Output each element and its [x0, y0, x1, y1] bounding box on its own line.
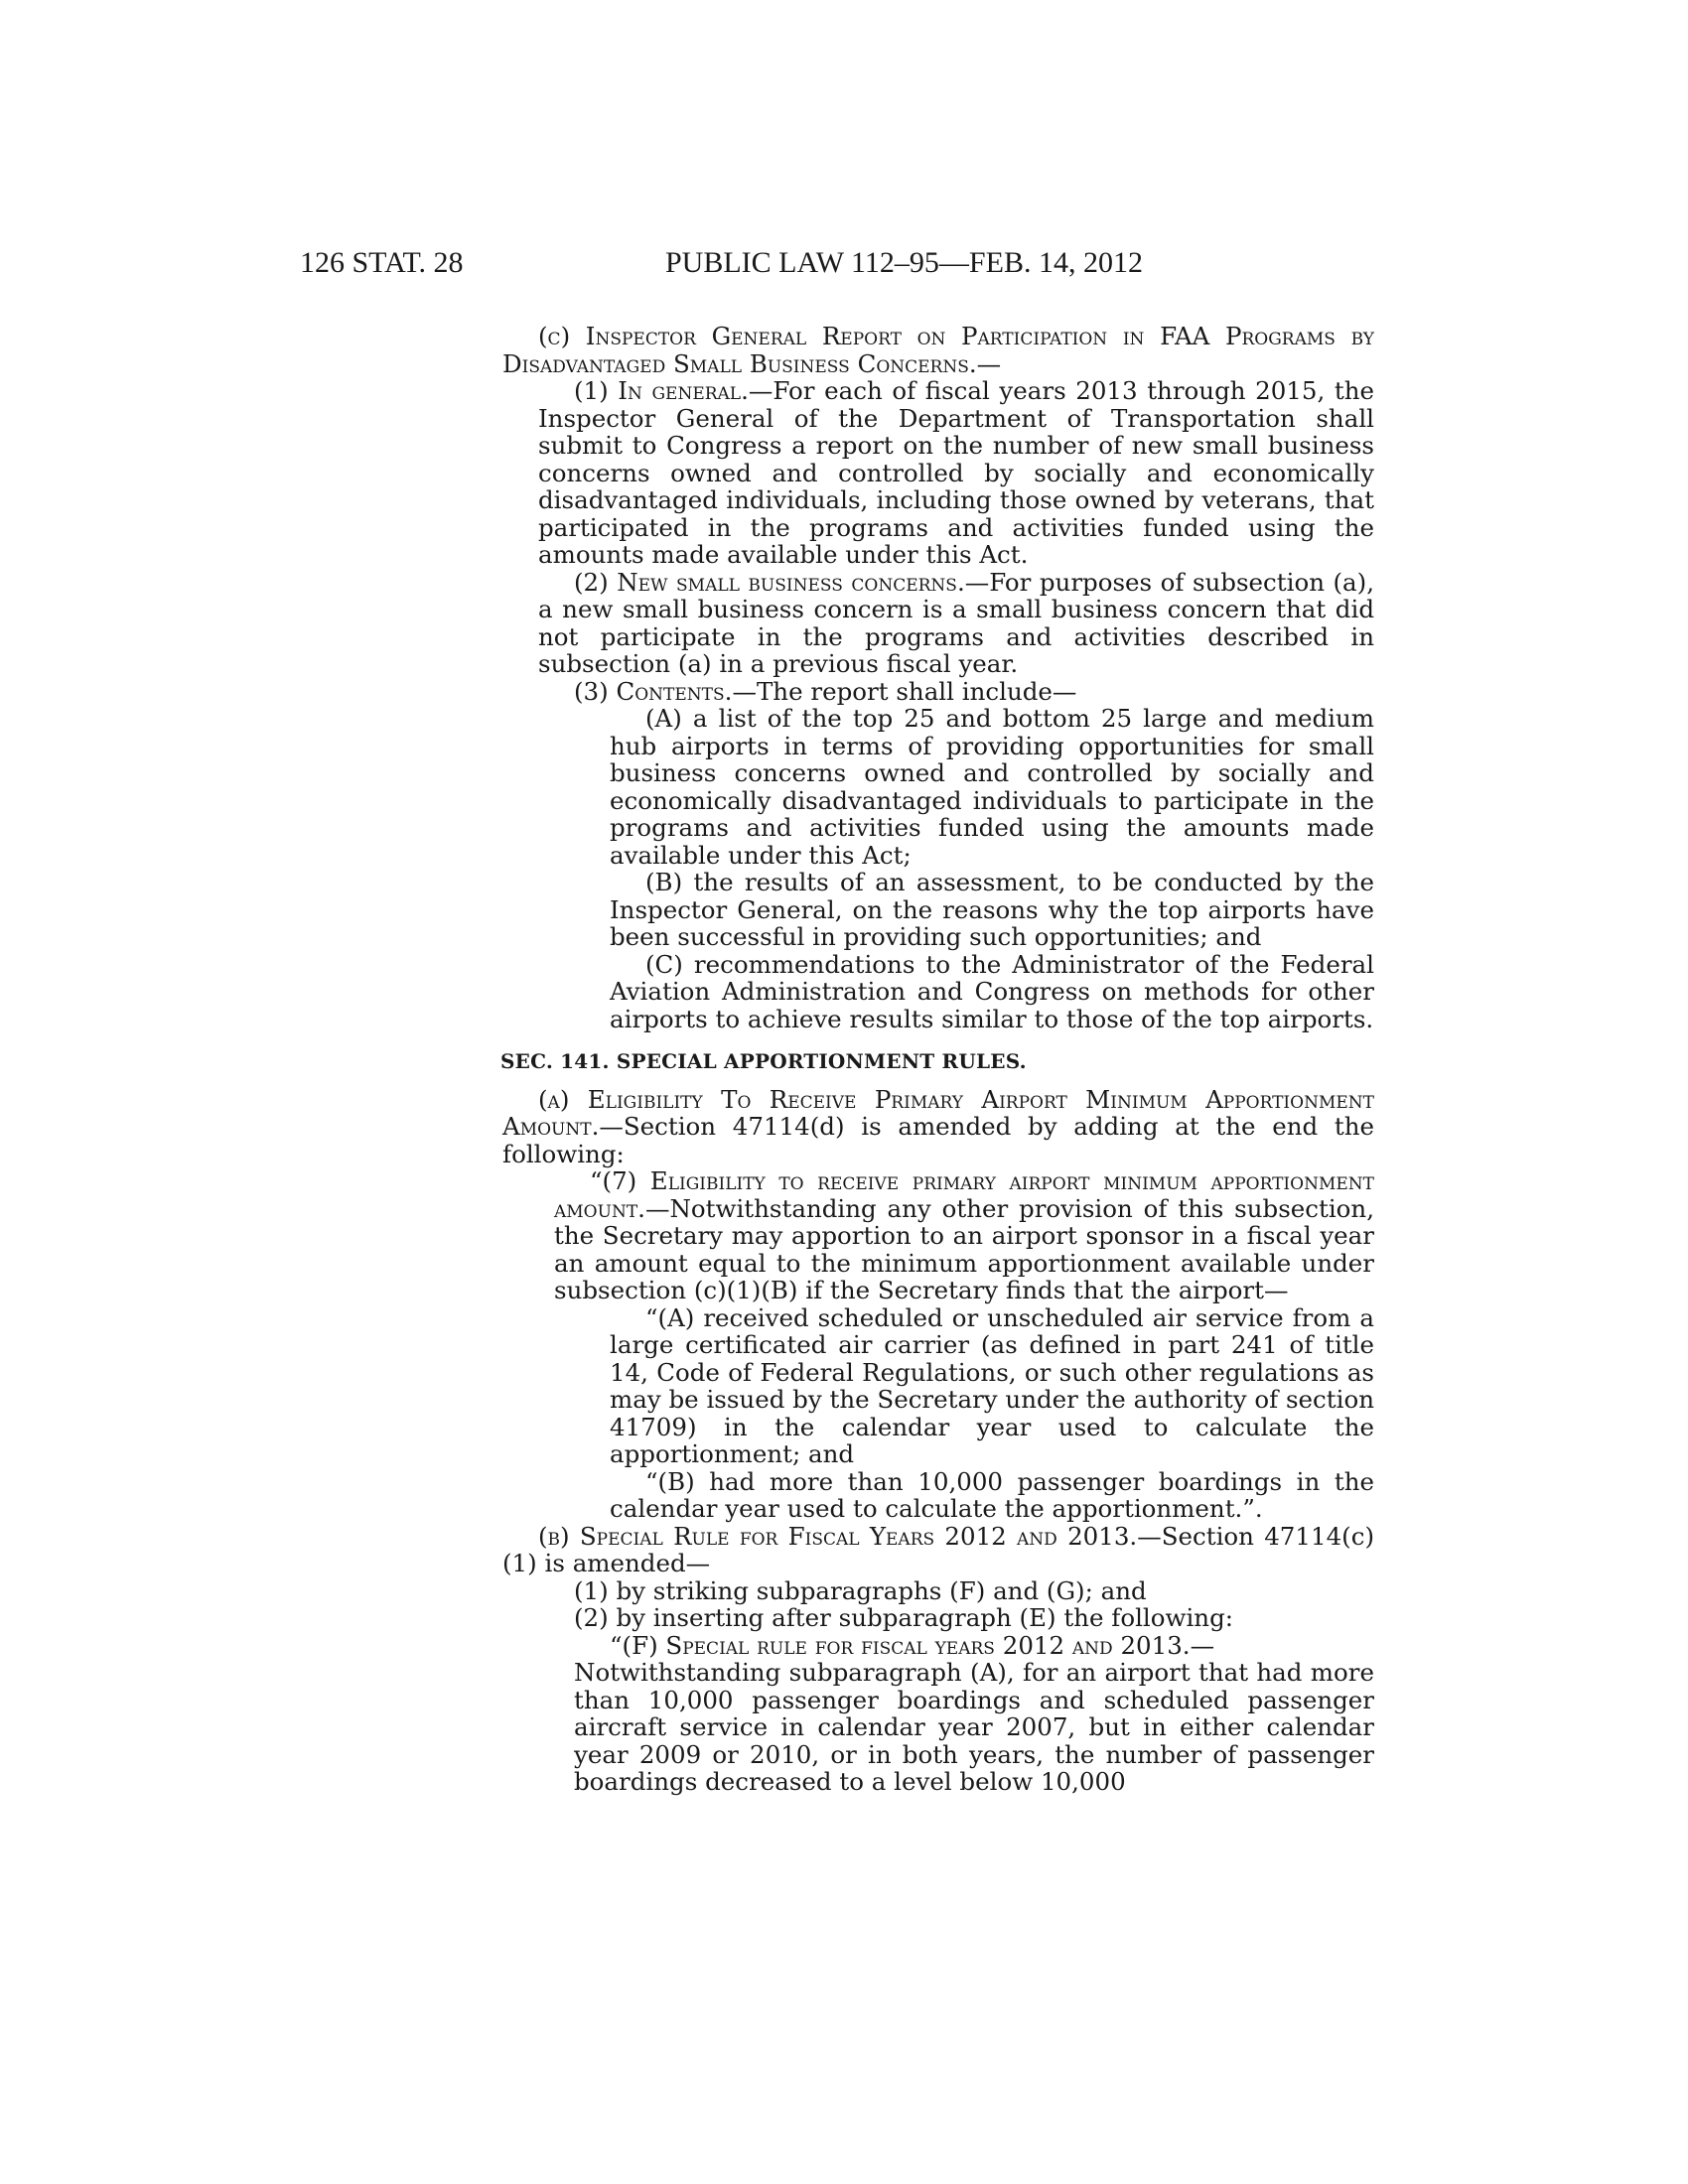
quoted-subparagraph-f-heading: “(F) Special rule for fiscal years 2012 and 2013.	[610, 1630, 1191, 1660]
paragraph-c2-text: —For purposes of subsection (a), a new small business concern is a small business concern that did not participate in the programs and activities described in subsection (a) in a previous fiscal year.	[538, 567, 1374, 678]
quoted-paragraph-7-text: —Notwithstanding any other provision of this subsection, the Secretary may apportion to an airport sponsor in a fiscal year an amount equal to the minimum apportionment available under subsection (c)(1)(B) if the Secretary finds that the airport—	[554, 1193, 1374, 1304]
paragraph-c3-text: —The report shall include—	[732, 676, 1077, 706]
paragraph-c3-heading: (3) Contents.	[574, 676, 733, 706]
paragraph-c2-heading: (2) New small business concerns.	[574, 567, 965, 597]
subsection-c-heading: (c) Inspector General Report on Participation in FAA Programs by Disadvantaged Small Business Concerns.—	[502, 322, 1374, 378]
subsection-b-heading: (b) Special Rule for Fiscal Years 2012 and 2013.	[538, 1521, 1138, 1551]
quoted-paragraph-7-heading: “(7) Eligibility to receive primary airport minimum apportionment amount.	[554, 1166, 1374, 1223]
paragraph-b2: (2) by inserting after subparagraph (E) the following:	[574, 1603, 1234, 1632]
quoted-paragraph-7	[502, 1167, 1374, 1304]
section-141-heading: SEC. 141. SPECIAL APPORTIONMENT RULES.	[500, 1049, 1027, 1073]
document-body	[502, 323, 1374, 1796]
subsection-b-text: —Section 47114(c)(1) is amended—	[502, 1521, 1374, 1577]
quoted-subparagraph-a: “(A) received scheduled or unscheduled air service from a large certificated air carrier (as defined in part 241 of title 14, Code of Federal Regulations, or such other regulations as may be issued by the Secretary under the authority of section 41709) in the calendar year used to calculate the apportionment; and	[610, 1302, 1374, 1468]
paragraph-c3	[502, 678, 1374, 706]
quoted-subparagraph-f-dash: —	[1190, 1630, 1215, 1660]
paragraph-c2	[502, 569, 1374, 678]
subsection-a-text: —Section 47114(d) is amended by adding at the end the following:	[502, 1112, 1374, 1168]
paragraph-b1: (1) by striking subparagraphs (F) and (G); and	[574, 1575, 1147, 1605]
paragraph-c1-heading: (1) In general.	[574, 376, 749, 405]
subparagraph-c3-b: (B) the results of an assessment, to be conducted by the Inspector General, on the reasons why the top airports have been successful in providing such opportunities; and	[610, 868, 1374, 951]
paragraph-c1-text: —For each of fiscal years 2013 through 2015, the Inspector General of the Department of Transportation shall submit to Congress a report on the number of new small business concerns owned and controlled by socially and economically disadvantaged individuals, including those owned by veterans, that participated in the programs and activities funded using the amounts made available under this Act.	[538, 376, 1374, 569]
subsection-a-heading: (a) Eligibility To Receive Primary Airport Minimum Apportionment Amount.	[502, 1084, 1374, 1141]
running-head-title: PUBLIC LAW 112–95—FEB. 14, 2012	[665, 246, 1143, 279]
subparagraph-c3-a: (A) a list of the top 25 and bottom 25 large and medium hub airports in terms of providing opportunities for small business concerns owned and controlled by socially and economically disadvantaged individuals to participate in the programs and activities funded using the amounts made available under this Act;	[610, 704, 1374, 870]
subsection-a	[502, 1086, 1374, 1168]
quoted-subparagraph-f	[502, 1632, 1374, 1796]
quoted-subparagraph-f-text: Notwithstanding subparagraph (A), for an airport that had more than 10,000 passenger boardings and scheduled passenger aircraft service in calendar year 2007, but in either calendar year 2009 or 2010, or in both years, the number of passenger boardings decreased to a level below 10,000	[574, 1658, 1374, 1796]
statute-page-number: 126 STAT. 28	[300, 246, 464, 279]
subparagraph-c3-c: (C) recommendations to the Administrator of the Federal Aviation Administration and Congress on methods for other airports to achieve results similar to those of the top airports.	[610, 949, 1374, 1033]
subsection-b	[502, 1523, 1374, 1577]
page-header	[0, 246, 1688, 286]
quoted-subparagraph-b: “(B) had more than 10,000 passenger boardings in the calendar year used to calculate the apportionment.”.	[610, 1466, 1374, 1523]
paragraph-c1	[502, 377, 1374, 569]
